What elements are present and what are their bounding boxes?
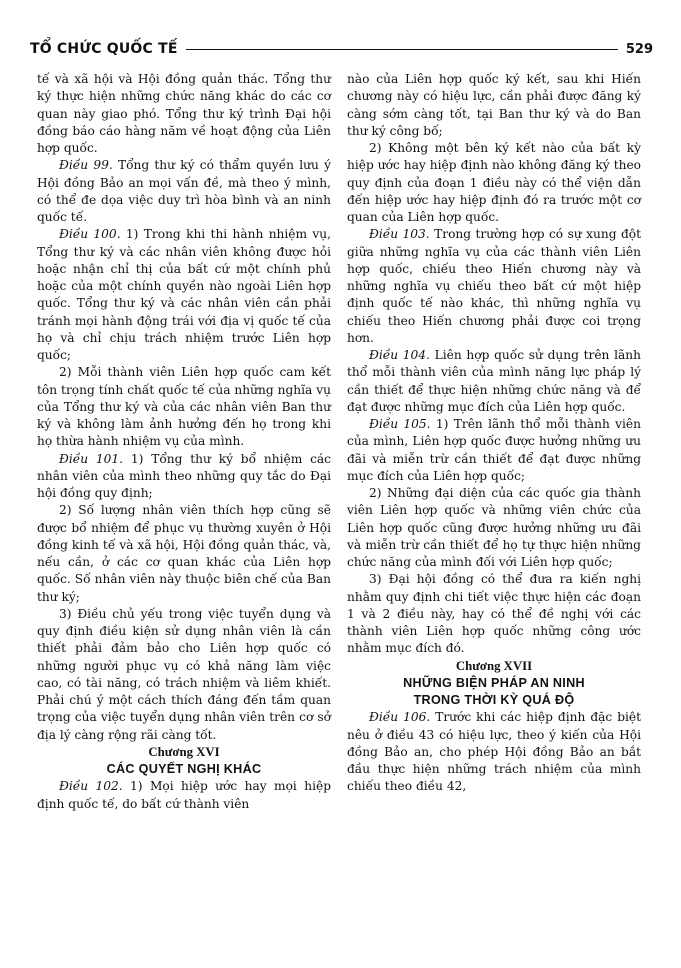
article-101 xyxy=(37,451,331,503)
paragraph: 2) Mỗi thành viên Liên hợp quốc cam kết tôn trọng tính chất quốc tế của những nghĩa vụ của Tổng thư ký và của các nhân viên Ban thư ký và không làm ảnh hưởng đến họ trong khi họ thừa hành nhiệm vụ của mình. xyxy=(37,365,331,449)
left-column xyxy=(37,71,331,813)
article-text: Trong trường hợp có sự xung đột giữa những nghĩa vụ của các thành viên Liên hợp quốc, chiếu theo Hiến chương này và những nghĩa vụ chiếu theo bất cứ một hiệp định quốc tế nào khác, thì những nghĩa vụ chiếu theo Hiến chương phải được coi trọng hơn. xyxy=(347,227,641,345)
paragraph: tế và xã hội và Hội đồng quản thác. Tổng thư ký thực hiện những chức năng khác do các cơ quan này giao phó. Tổng thư ký trình Đại hội đồng báo cáo hàng năm về hoạt động của Liên hợp quốc. xyxy=(37,72,331,155)
article-label: Điều 105. xyxy=(369,417,431,431)
paragraph: 2) Số lượng nhân viên thích hợp cũng sẽ được bổ nhiệm để phục vụ thường xuyên ở Hội đồng kinh tế và xã hội, Hội đồng quản thác, và, nếu cần, ở các cơ quan khác của Liên hợp quốc. Số nhân viên này thuộc biên chế của Ban thư ký; xyxy=(37,503,331,604)
article-text: Liên hợp quốc sử dụng trên lãnh thổ mỗi thành viên của mình năng lực pháp lý cần thiết để thực hiện những chức năng và để đạt được những mục đích của Liên hợp quốc. xyxy=(347,348,641,414)
article-100 xyxy=(37,226,331,364)
article-label: Điều 102. xyxy=(59,779,123,794)
chapter-title: CÁC QUYẾT NGHỊ KHÁC xyxy=(106,762,262,776)
article-text: 1) Tổng thư ký bổ nhiệm các nhân viên của mình theo những quy tắc do Đại hội đồng quy định; xyxy=(37,451,331,500)
chapter-title: TRONG THỜI KỲ QUÁ ĐỘ xyxy=(413,693,575,707)
article-104 xyxy=(347,347,641,416)
article-text: Tổng thư ký có thẩm quyền lưu ý Hội đồng Bảo an mọi vấn đề, mà theo ý mình, có thể đe dọa việc duy trì hòa bình và an ninh quốc tế. xyxy=(37,158,331,224)
page-header xyxy=(30,38,653,60)
article-102 xyxy=(37,778,331,813)
article-label: Điều 101. xyxy=(59,451,124,466)
article-105 xyxy=(347,416,641,485)
header-rule xyxy=(186,49,618,50)
paragraph: 2) Không một bên ký kết nào của bất kỳ hiệp ước hay hiệp định nào không đăng ký theo quy định của đoạn 1 điều này có thể viện dẫn đến hiệp ước hay hiệp định đó ra trước một cơ quan của Liên hợp quốc. xyxy=(347,141,641,224)
article-103 xyxy=(347,226,641,347)
paragraph: nào của Liên hợp quốc ký kết, sau khi Hiến chương này có hiệu lực, cần phải được đăng ký càng sớm càng tốt, tại Ban thư ký và do Ban thư ký công bố; xyxy=(347,72,641,138)
chapter-heading: Chương XVII xyxy=(455,658,533,673)
article-text: 1) Trên lãnh thổ mỗi thành viên của mình, Liên hợp quốc được hưởng những ưu đãi và miễn trừ cần thiết để đạt được những mục đích của Liên hợp quốc; xyxy=(347,417,641,483)
right-column xyxy=(347,71,641,796)
article-text: Trước khi các hiệp định đặc biệt nêu ở điều 43 có hiệu lực, theo ý kiến của Hội đồng Bảo an, cho phép Hội đồng Bảo an bắt đầu thực hiện những trách nhiệm của mình chiếu theo điều 42, xyxy=(347,710,642,794)
running-title: TỔ CHỨC QUỐC TẾ xyxy=(30,41,178,57)
article-label: Điều 106. xyxy=(369,710,431,725)
chapter-title: NHỮNG BIỆN PHÁP AN NINH xyxy=(403,675,585,690)
article-106 xyxy=(347,709,641,795)
paragraph: 2) Những đại diện của các quốc gia thành viên Liên hợp quốc và những viên chức của Liên hợp quốc cũng được hưởng những ưu đãi và miễn trừ cần thiết để họ tự thực hiện những chức năng của mình đối với Liên hợp quốc; xyxy=(347,486,641,569)
article-99 xyxy=(37,157,331,226)
article-label: Điều 99. xyxy=(59,158,113,173)
article-text: 1) Trong khi thi hành nhiệm vụ, Tổng thư ký và các nhân viên không được hỏi hoặc nhận chỉ thị của bất cứ một chính phủ hoặc của một chính quyền nào ngoài Liên hợp quốc. Tổng thư ký và các nhân viên cần phải tránh mọi hành động trái với địa vị quốc tế của họ và chỉ chịu trách nhiệm trước Liên hợp quốc; xyxy=(37,227,332,362)
page-number: 529 xyxy=(625,41,653,57)
article-text: 1) Mọi hiệp ước hay mọi hiệp định quốc tế, do bất cứ thành viên xyxy=(37,779,331,811)
article-label: Điều 100. xyxy=(59,227,121,242)
paragraph: 3) Điều chủ yếu trong việc tuyển dụng và quy định điều kiện sử dụng nhân viên là cần thiết phải đảm bảo cho Liên hợp quốc có những người phục vụ có khả năng làm việc cao, có tài năng, có trách nhiệm và liêm khiết. Phải chú ý một cách thích đáng đến tầm quan trọng của việc tuyển dụng nhân viên trên cơ sở địa lý càng rộng rãi càng tốt. xyxy=(37,606,331,742)
paragraph: 3) Đại hội đồng có thể đưa ra kiến nghị nhằm quy định chi tiết việc thực hiện các đoạn 1 và 2 điều này, hay có thể đề nghị với các thành viên Liên hợp quốc những công ước nhằm mục đích đó. xyxy=(347,572,641,656)
article-label: Điều 104. xyxy=(369,348,430,362)
chapter-heading: Chương XVI xyxy=(148,744,220,759)
article-label: Điều 103. xyxy=(369,227,430,242)
